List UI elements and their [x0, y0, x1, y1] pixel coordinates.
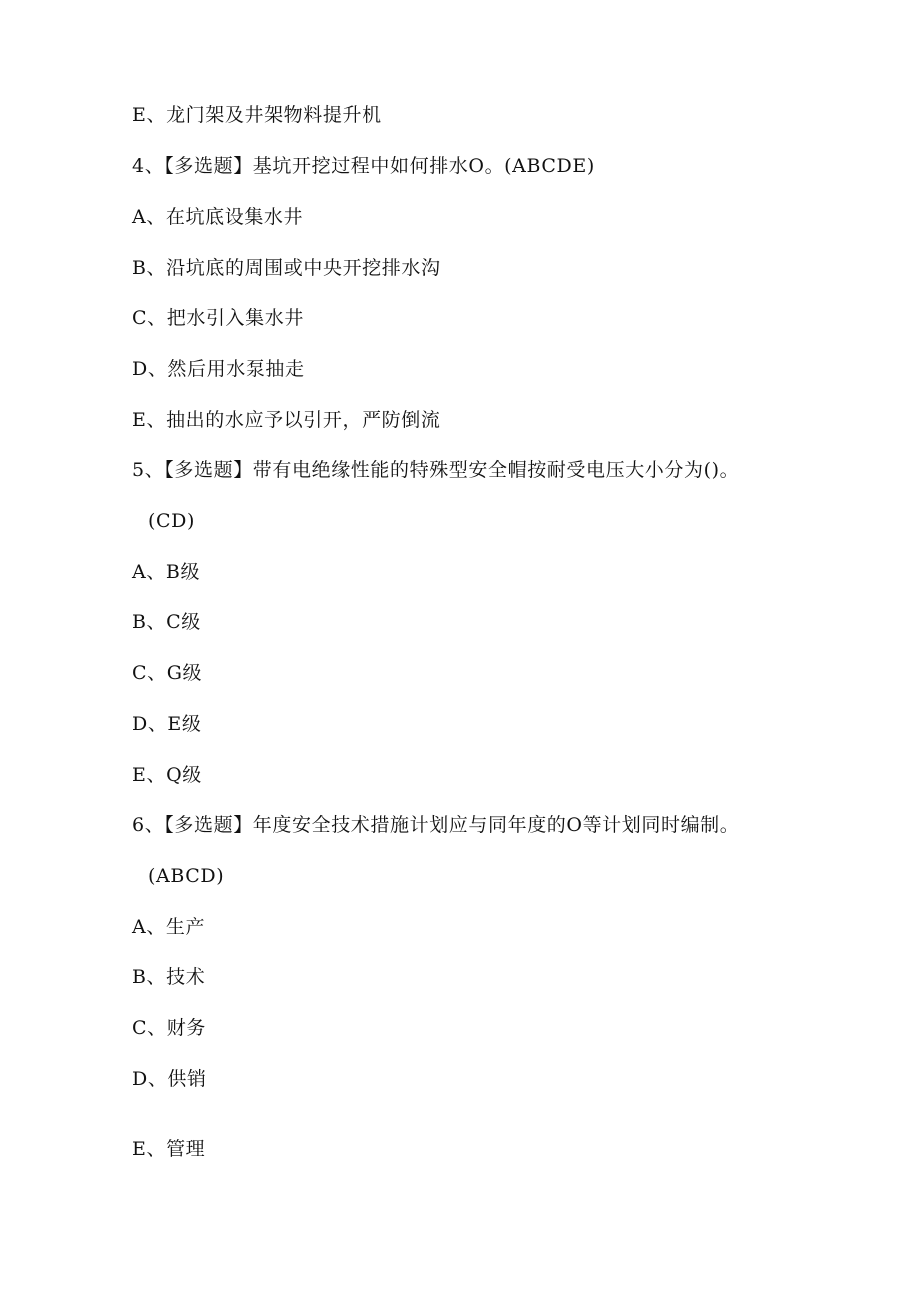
- q5-question: 5、【多选题】带有电绝缘性能的特殊型安全帽按耐受电压大小分为()。: [132, 459, 740, 481]
- q6-option-d: D、供销: [132, 1068, 207, 1090]
- q5-option-c: C、G级: [132, 662, 203, 684]
- q6-option-e: E、管理: [132, 1138, 206, 1160]
- q5-option-d: D、E级: [132, 713, 202, 735]
- q3-option-e: E、龙门架及井架物料提升机: [132, 104, 382, 126]
- q5-answer: (CD): [148, 510, 195, 532]
- q4-option-b: B、沿坑底的周围或中央开挖排水沟: [132, 257, 441, 279]
- q4-question: 4、【多选题】基坑开挖过程中如何排水O。(ABCDE): [132, 155, 595, 177]
- q4-option-d: D、然后用水泵抽走: [132, 358, 305, 380]
- q6-question: 6、【多选题】年度安全技术措施计划应与同年度的O等计划同时编制。: [132, 814, 740, 836]
- q4-option-a: A、在坑底设集水井: [132, 206, 304, 228]
- q6-option-a: A、生产: [132, 916, 206, 938]
- q5-option-e: E、Q级: [132, 764, 202, 786]
- q4-option-e: E、抽出的水应予以引开，严防倒流: [132, 409, 441, 431]
- q6-option-c: C、财务: [132, 1017, 206, 1039]
- q5-option-a: A、B级: [132, 561, 201, 583]
- q6-answer: (ABCD): [148, 865, 225, 887]
- q6-option-b: B、技术: [132, 966, 206, 988]
- q5-option-b: B、C级: [132, 611, 201, 633]
- q4-option-c: C、把水引入集水井: [132, 307, 304, 329]
